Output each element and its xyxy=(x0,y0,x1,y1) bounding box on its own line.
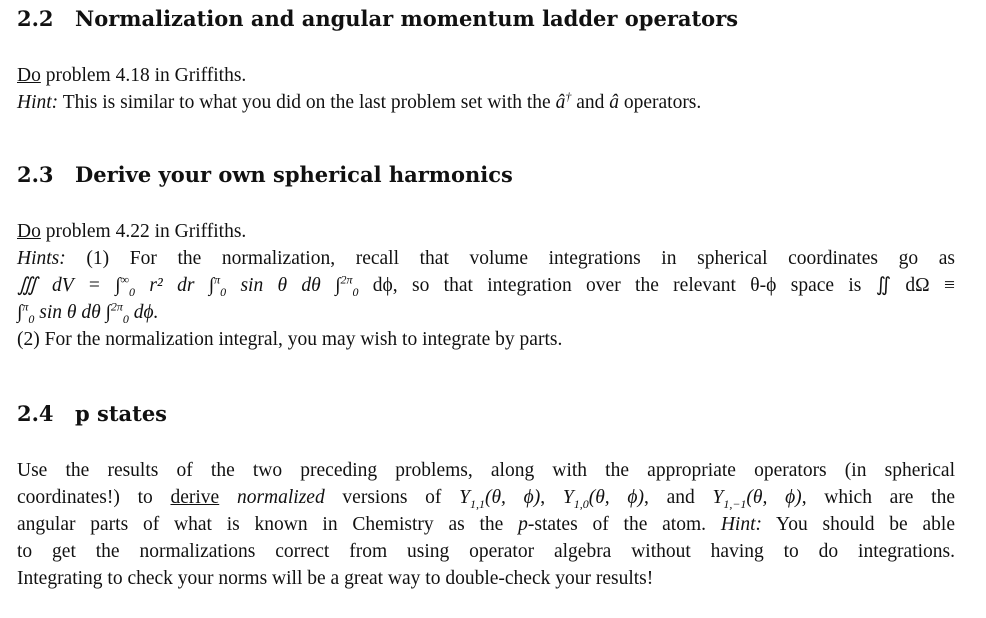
hints-label: Hints: xyxy=(17,248,66,269)
section-title: Derive your own spherical harmonics xyxy=(75,162,513,187)
problem-line xyxy=(17,218,955,245)
p-states-line3: angular parts of what is known in Chemistry as the p-states of the atom. Hint: You should be able xyxy=(17,514,955,535)
volume-integral-math: ∭ dV = $\int^\infty_0$ r² dr ∫$^\pi_0$ sin θ dθ ∫$^{2\pi}_0$ xyxy=(17,272,359,299)
a-operator: â xyxy=(609,92,619,113)
section-heading-2-3 xyxy=(17,162,513,187)
hint-text-1: This is similar to what you did on the last problem set with the xyxy=(58,92,556,113)
a-dagger-operator: â† xyxy=(555,89,572,113)
hint1-line3 xyxy=(17,299,955,326)
section-2-3-body xyxy=(17,218,955,353)
hint1-line1 xyxy=(17,245,955,272)
section-number: 2.2 xyxy=(17,6,54,31)
hint-text-3: operators. xyxy=(618,92,702,113)
section-2-4-body xyxy=(17,457,955,592)
hint-text-2: and xyxy=(571,92,610,113)
section-2-2-body xyxy=(17,62,955,116)
hint-label: Hint: xyxy=(720,514,762,535)
p-states-line5: Integrating to check your norms will be a great way to double-check your results! xyxy=(17,568,654,589)
y11-math: $Y_{1,1}(\theta$, ϕ) xyxy=(459,487,541,511)
p-states-line1: Use the results of the two preceding problems, along with the appropriate operators (in spherical xyxy=(17,460,955,481)
problem-text: problem 4.22 in Griffiths. xyxy=(40,221,247,242)
p-letter: p xyxy=(518,514,528,535)
hint1-line2 xyxy=(17,272,955,299)
hint-line xyxy=(17,89,955,116)
hint2-line xyxy=(17,326,955,353)
derive-word: derive xyxy=(170,487,220,508)
section-number: 2.4 xyxy=(17,401,54,426)
hint-label: Hint: xyxy=(17,92,59,113)
hint2-text: (2) For the normalization integral, you may wish to integrate by parts. xyxy=(17,329,563,350)
problem-text: problem 4.18 in Griffiths. xyxy=(40,65,247,86)
normalized-word: normalized xyxy=(236,487,325,508)
y1m1-math: $Y_{1,-1}(\theta$, ϕ) xyxy=(712,487,802,511)
section-title: p states xyxy=(75,401,168,426)
p-states-line4: to get the normalizations correct from using operator algebra without having to do integrations. xyxy=(17,541,955,562)
section-heading-2-4 xyxy=(17,401,167,426)
section-title: Normalization and angular momentum ladder operators xyxy=(75,6,739,31)
p-states-line2: coordinates!) to derive normalized versions of $Y_{1,1}(\theta$, ϕ), $Y_{1,0}(\theta$, ϕ), and $Y_{1,-1}(\theta$, ϕ), which are the xyxy=(17,487,956,511)
section-heading-2-2 xyxy=(17,6,738,31)
y10-math: $Y_{1,0}(\theta$, ϕ) xyxy=(562,487,644,511)
do-word: Do xyxy=(17,221,41,242)
hint1-continuation: dϕ, so that integration over the relevant θ-ϕ space is ∬ dΩ ≡ xyxy=(358,275,955,296)
solid-angle-math: ∫$^\pi_0$ sin θ dθ ∫$^{2\pi}_0$ dϕ. xyxy=(17,299,159,326)
problem-line xyxy=(17,62,955,89)
section-number: 2.3 xyxy=(17,162,54,187)
hint1-text: (1) For the normalization, recall that volume integrations in spherical coordinates go as xyxy=(65,248,955,269)
do-word: Do xyxy=(17,65,41,86)
